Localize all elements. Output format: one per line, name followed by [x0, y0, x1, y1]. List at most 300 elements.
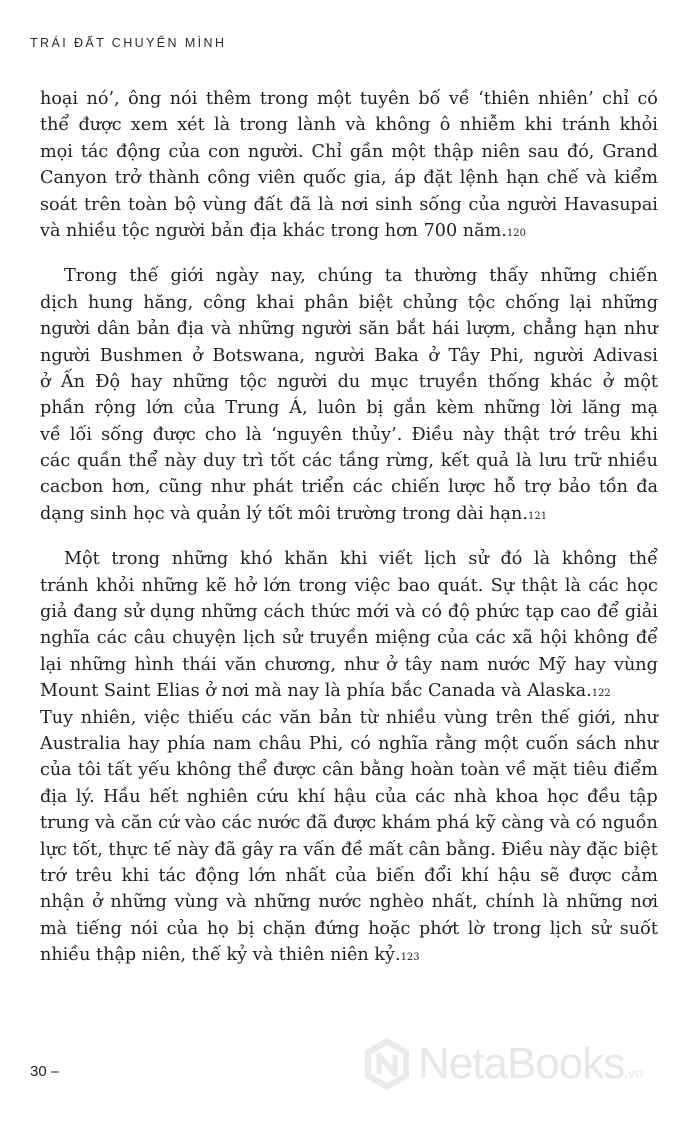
word: kỹ	[475, 813, 496, 834]
word: Á,	[289, 398, 308, 419]
word: chiến	[608, 266, 658, 287]
word: trong	[239, 115, 289, 136]
word: là	[213, 115, 231, 136]
word: một	[484, 733, 519, 754]
word: hay	[130, 371, 163, 392]
word: ở	[602, 371, 614, 392]
word: thiếu	[187, 707, 234, 728]
word: tồn	[598, 477, 628, 498]
word: sử	[123, 602, 144, 623]
word: những	[171, 549, 229, 570]
word: lịch	[549, 918, 583, 939]
word: xã	[512, 628, 533, 649]
word: học	[546, 786, 579, 807]
text-line	[40, 546, 658, 572]
word: những	[601, 292, 658, 313]
word: khăn	[284, 549, 329, 570]
word: về	[448, 89, 470, 109]
word: tác	[80, 141, 109, 162]
word: thật	[521, 575, 558, 596]
word: chuyện	[172, 628, 237, 649]
word: triển	[301, 477, 345, 498]
word: tiêu	[573, 760, 608, 781]
text-line	[40, 784, 658, 810]
word: nghĩa	[378, 733, 429, 754]
word: là	[534, 549, 551, 570]
word: người	[40, 319, 91, 340]
word: lăng	[582, 398, 621, 419]
word: không	[176, 760, 232, 781]
word: du	[337, 371, 361, 392]
word: sống	[101, 424, 144, 445]
word: thức	[310, 602, 351, 623]
word: người.	[247, 141, 304, 162]
word: tập	[628, 786, 658, 807]
word: nay,	[270, 266, 306, 287]
word: thể	[40, 115, 70, 136]
word: này	[177, 839, 209, 860]
word: bố	[418, 89, 441, 109]
word: hạn	[505, 168, 540, 189]
word: bắt	[396, 319, 426, 340]
word: chúng	[317, 266, 373, 287]
word: khác	[550, 371, 593, 392]
word: Grand	[602, 141, 658, 162]
word: phần	[40, 398, 85, 419]
word: phân	[304, 292, 349, 313]
word: này	[164, 451, 197, 472]
word: mục	[370, 371, 409, 392]
word: nguồn	[601, 813, 658, 834]
word: châu	[258, 733, 302, 754]
word: tế	[153, 839, 172, 860]
word: lược	[448, 477, 486, 498]
word: nghĩa	[40, 628, 91, 649]
text-line	[40, 863, 658, 889]
word: Phi,	[308, 733, 344, 754]
word: học	[626, 575, 658, 596]
word: trong	[259, 89, 309, 109]
word: phớt	[418, 918, 460, 939]
word: xem	[130, 115, 168, 136]
text-line	[40, 192, 658, 218]
word: quốc	[302, 168, 347, 189]
word: ra	[278, 839, 298, 860]
word: tầng	[338, 451, 380, 472]
word: tộc	[467, 292, 496, 313]
running-title: TRÁI ĐẤT CHUYỂN MÌNH	[30, 36, 227, 50]
word: và	[226, 892, 247, 913]
word: lờ	[467, 918, 484, 939]
word: tác	[158, 865, 186, 886]
word: hăng,	[143, 292, 194, 313]
word: của	[40, 760, 72, 781]
word: Một	[64, 549, 100, 570]
word: khi	[524, 115, 553, 136]
text-line	[40, 474, 658, 500]
word: săn	[358, 319, 390, 340]
word: từ	[359, 707, 379, 728]
watermark-brand	[418, 1039, 643, 1089]
text-line	[40, 731, 658, 757]
word: thập	[433, 141, 474, 162]
word: kết	[440, 451, 470, 472]
word: trớ	[548, 424, 575, 445]
word: cũng	[158, 477, 203, 498]
word: thái	[182, 654, 217, 675]
word: cân	[408, 839, 441, 860]
word: nhận	[40, 892, 85, 913]
word: có	[421, 602, 442, 623]
word: người	[301, 319, 352, 340]
word: niên	[481, 141, 521, 162]
word: ‘thiên	[478, 89, 530, 109]
word: sau	[528, 141, 560, 162]
text-line	[40, 837, 658, 863]
word: chống	[505, 292, 560, 313]
word: hình	[134, 654, 175, 675]
word: Sự	[490, 575, 515, 596]
word: hậu	[333, 786, 367, 807]
word: được	[152, 424, 196, 445]
word: của	[168, 141, 201, 162]
word: chẳng	[522, 319, 578, 340]
word: khai	[256, 292, 295, 313]
word: tây	[404, 654, 433, 675]
word: độ	[447, 602, 470, 623]
word: đất	[253, 194, 283, 215]
word: thêm	[205, 89, 252, 109]
word: ở	[428, 345, 439, 366]
word: câu	[133, 628, 166, 649]
word: hoàn	[410, 760, 455, 781]
word: và	[586, 168, 607, 189]
word: nói	[130, 918, 158, 939]
word: các	[352, 477, 383, 498]
word: hội	[539, 628, 568, 649]
word: cách	[263, 602, 305, 623]
word: kiểm	[614, 168, 658, 189]
word: bị	[237, 918, 255, 939]
word: hoặc	[368, 918, 411, 939]
word: công	[203, 292, 247, 313]
word: rừng,	[386, 451, 434, 472]
page-number: 30 –	[30, 1063, 60, 1080]
word: là	[542, 892, 559, 913]
word: thực	[108, 839, 148, 860]
word: giả	[40, 602, 68, 623]
word: những	[566, 892, 623, 913]
word: tránh	[40, 575, 89, 596]
text-line-content: và nhiều tộc người bản địa khác trong hơn 700 năm.	[40, 220, 507, 241]
word: tôi	[77, 760, 102, 781]
word: nước	[318, 892, 362, 913]
text-line	[40, 916, 658, 942]
word: Baka	[374, 345, 419, 366]
text-line-content: Mount Saint Elias ở nơi mà nay là phía bắc Canada và Alaska.	[40, 681, 592, 702]
text-line	[40, 316, 658, 342]
word: có	[637, 89, 658, 109]
word: ông	[128, 89, 162, 109]
word: trì	[242, 451, 264, 472]
text-line	[40, 652, 658, 678]
word: lối	[69, 424, 92, 445]
word: một	[623, 371, 658, 392]
word: quần	[76, 451, 122, 472]
word: sử	[468, 549, 489, 570]
word: tất	[107, 760, 133, 781]
word: rộng	[94, 398, 137, 419]
word: như	[210, 477, 245, 498]
word: Độ	[95, 371, 121, 392]
word: đã	[289, 194, 312, 215]
word: vùng	[202, 194, 247, 215]
word: biệt	[623, 839, 658, 860]
word: càng	[501, 813, 545, 834]
word: nhiều	[607, 451, 658, 472]
word: Phi,	[489, 345, 525, 366]
word: thể	[237, 760, 267, 781]
word: mất	[368, 839, 404, 860]
word: trữ	[573, 451, 601, 472]
text-line	[40, 422, 658, 448]
word: hung	[88, 292, 134, 313]
word: Hầu	[103, 786, 141, 807]
word: nơi	[630, 892, 658, 913]
word: khám	[381, 813, 431, 834]
word: trên	[495, 707, 533, 728]
word: bản	[318, 707, 353, 728]
word: xét	[177, 115, 205, 136]
word: ở	[40, 371, 51, 392]
watermark	[362, 1036, 643, 1092]
word: chế	[546, 168, 579, 189]
word: lịch	[424, 549, 457, 570]
word: rằng	[435, 733, 477, 754]
word: toàn	[127, 194, 168, 215]
word: này	[548, 839, 581, 860]
word: sống	[419, 194, 462, 215]
word: khí	[461, 865, 489, 886]
word: việc	[354, 575, 391, 596]
text-line	[40, 889, 658, 915]
word: được	[333, 813, 377, 834]
word: chỉ	[602, 89, 629, 109]
word: về	[505, 760, 527, 781]
word: hơn,	[111, 477, 151, 498]
word: điểm	[613, 760, 658, 781]
word: chủng	[402, 292, 458, 313]
word: của	[183, 398, 216, 419]
word: của	[468, 194, 501, 215]
word: việc	[144, 707, 180, 728]
body-text	[40, 86, 658, 988]
text-line-content: nhiều thập niên, thế kỷ và thiên niên kỷ.	[40, 945, 401, 966]
word: sử	[590, 918, 612, 939]
word: văn	[279, 707, 312, 728]
word: về	[40, 424, 61, 445]
word: đã	[214, 839, 237, 860]
word: nam	[440, 654, 479, 675]
word: soát	[40, 194, 78, 215]
word: là	[515, 451, 533, 472]
word: không	[561, 549, 618, 570]
word: áp	[394, 168, 416, 189]
word: nghèo	[369, 892, 424, 913]
word: cuốn	[525, 733, 569, 754]
word: dịch	[40, 292, 79, 313]
word: địa	[176, 319, 205, 340]
word: địa	[40, 786, 68, 807]
word: nhiên’	[538, 89, 594, 109]
word: như	[623, 319, 658, 340]
word: đa	[636, 477, 658, 498]
word: đó,	[566, 141, 595, 162]
word: nước	[257, 813, 301, 834]
text-line	[40, 165, 658, 191]
word: khi	[339, 549, 368, 570]
word: hoại	[40, 89, 79, 109]
word: dụng	[149, 602, 196, 623]
word: kẽ	[205, 575, 227, 596]
word: các	[96, 628, 127, 649]
word: nhiên,	[80, 707, 137, 728]
word: là	[245, 424, 262, 445]
word: trong	[492, 918, 542, 939]
word: hết	[149, 786, 179, 807]
word: ta	[384, 266, 403, 287]
word: ở	[192, 345, 203, 366]
word: các	[40, 451, 71, 472]
word: bằng.	[445, 839, 496, 860]
word: đặt	[423, 168, 453, 189]
word: hở	[234, 575, 257, 596]
word: phá	[436, 813, 470, 834]
word: Điều	[411, 424, 454, 445]
word: mà	[40, 918, 68, 939]
word: đã	[305, 813, 328, 834]
word: được	[78, 115, 122, 136]
text-line-content: dạng sinh học và quản lý tốt môi trường trong dài hạn.	[40, 503, 528, 524]
word: thể	[628, 549, 658, 570]
word: hay	[127, 733, 160, 754]
word: thủy’.	[351, 424, 403, 445]
word: Ấn	[60, 371, 85, 392]
word: lớn	[146, 398, 174, 419]
word: nhiều	[385, 707, 437, 728]
word: những	[254, 892, 311, 913]
word: phát	[252, 477, 293, 498]
word: tránh	[561, 115, 611, 136]
paragraph-2	[40, 263, 658, 527]
word: Tây	[448, 345, 481, 366]
word: bản	[136, 319, 170, 340]
word: khi	[121, 865, 150, 886]
word: người	[507, 194, 558, 215]
word: của	[437, 628, 469, 649]
word: Mỹ	[538, 654, 567, 675]
word: và	[395, 602, 416, 623]
word: giới,	[577, 707, 617, 728]
word: duy	[202, 451, 236, 472]
word: phức	[475, 602, 520, 623]
word: chặn	[262, 918, 306, 939]
word: lực	[40, 839, 67, 860]
word: các	[475, 628, 506, 649]
text-line	[40, 139, 658, 165]
word: vùng	[444, 707, 488, 728]
word: bảo	[558, 477, 591, 498]
word: lại	[569, 292, 592, 313]
word: cho	[204, 424, 237, 445]
word: thành	[148, 168, 200, 189]
word: ô	[439, 115, 451, 136]
word: người	[277, 371, 328, 392]
word: đều	[587, 786, 621, 807]
word: có	[350, 733, 371, 754]
word: hạn	[583, 319, 618, 340]
word: hậu	[497, 865, 531, 886]
word: vùng	[614, 654, 658, 675]
word: người	[314, 345, 365, 366]
word: được	[568, 865, 612, 886]
word: đặc	[586, 839, 618, 860]
word: cứ	[158, 813, 180, 834]
word: như	[623, 733, 658, 754]
word: là	[564, 575, 582, 596]
word: các	[588, 575, 619, 596]
word: mặt	[532, 760, 567, 781]
word: nói	[169, 89, 198, 109]
word: Havasupai	[563, 194, 658, 215]
word: cacbon	[40, 477, 104, 498]
word: nhiễm	[459, 115, 516, 136]
word: vấn	[303, 839, 336, 860]
word: tạp	[525, 602, 555, 623]
word: vùng	[174, 892, 219, 913]
word: như	[623, 707, 658, 728]
word: hỗ	[493, 477, 516, 498]
word: nam	[212, 733, 252, 754]
word: thế	[129, 266, 159, 287]
word: các	[221, 813, 252, 834]
word: sách	[576, 733, 617, 754]
word: khí	[297, 786, 325, 807]
word: Australia	[40, 733, 121, 754]
word: của	[375, 786, 407, 807]
word: thật	[503, 424, 540, 445]
text-line-with-note: Mount Saint Elias ở nơi mà nay là phía bắc Canada và Alaska. 122	[40, 678, 658, 704]
word: ‘nguyên	[271, 424, 343, 445]
watermark-brand-suffix: .vn	[624, 1065, 643, 1081]
word: toàn	[460, 760, 500, 781]
text-line-last: nhiều thập niên, thế kỷ và thiên niên kỷ. 123	[40, 942, 658, 968]
word: căn	[120, 813, 153, 834]
word: hay	[574, 654, 606, 675]
word: Bushmen	[99, 345, 183, 366]
word: Canyon	[40, 168, 108, 189]
word: chiến	[390, 477, 440, 498]
word: nhà	[453, 786, 487, 807]
word: chính	[485, 892, 535, 913]
word: luôn	[317, 398, 357, 419]
word: biến	[375, 865, 415, 886]
word: miệng	[375, 628, 431, 649]
word: như	[344, 654, 379, 675]
word: thế	[540, 707, 570, 728]
word: những	[69, 654, 127, 675]
word: của	[335, 865, 367, 886]
